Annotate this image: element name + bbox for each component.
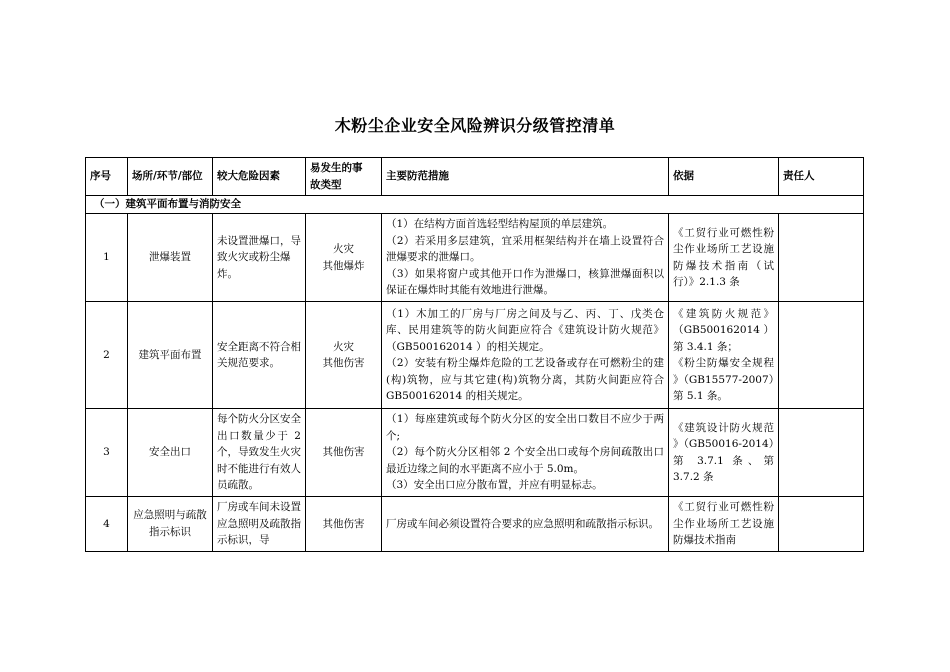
table-row [86,497,864,552]
measure-item: （2）安装有粉尘爆炸危险的工艺设备或存在可燃粉尘的建(构)筑物，应与其它建(构)筑物分离，其防火间距应符合 GB500162014 的相关规定。 [386,357,664,402]
row-no: 3 [86,409,128,497]
header-accident-type [306,158,382,196]
table-header-row [86,158,864,196]
row-measures [382,409,669,497]
table-row [86,214,864,302]
page-title: 木粉尘企业安全风险辨识分级管控清单 [334,116,616,135]
row-hazard: 厂房或车间未设置应急照明及疏散指示标识，导 [213,497,306,552]
row-no: 1 [86,214,128,302]
header-owner: 责任人 [779,158,864,196]
basis-item: 《建筑防火规范》（GB500162014 ）第 3.4.1 条； [673,307,774,353]
row-accident [306,214,382,302]
section-title: （一）建筑平面布置与消防安全 [86,196,864,214]
measure-item: （3）安全出口应分散布置，并应有明显标志。 [386,479,603,492]
row-basis: 《工贸行业可燃性粉尘作业场所工艺设施防爆技术指南 [669,497,779,552]
row-accident: 其他伤害 [306,409,382,497]
header-measures: 主要防范措施 [382,158,669,196]
row-measures [382,214,669,302]
basis-item: 《粉尘防爆安全规程 》（GB15577-2007）第 5.1 条。 [673,357,774,402]
accident-line2: 其他伤害 [322,357,365,369]
measure-item: （3）如果将窗户或其他开口作为泄爆口，核算泄爆面积以保证在爆炸时其能有效地进行泄爆。 [386,267,664,297]
measure-item: （1）木加工的厂房与厂房之间及与乙、丙、丁、戊类仓库、民用建筑等的防火间距应符合《建筑设计防火规范》（GB500162014 ）的相关规定。 [386,307,664,353]
measure-item: （2）若采用多层建筑，宜采用框架结构并在墙上设置符合泄爆要求的泄爆口。 [386,234,664,264]
table-row [86,409,864,497]
row-hazard: 未设置泄爆口，导致火灾或粉尘爆炸。 [213,214,306,302]
table-row [86,302,864,409]
header-accident-line2: 故类型 [310,178,342,191]
row-measures [382,302,669,409]
row-owner [779,214,864,302]
row-place: 安全出口 [128,409,213,497]
measure-item: （1）每座建筑或每个防火分区的安全出口数目不应少于两个; [386,413,664,442]
row-owner [779,302,864,409]
row-place: 泄爆装置 [128,214,213,302]
row-basis: 《工贸行业可燃性粉尘作业场所工艺设施防爆技术指南（试行）》2.1.3 条 [669,214,779,302]
row-hazard: 安全距离不符合相关规范要求。 [213,302,306,409]
row-place: 应急照明与疏散指示标识 [128,497,213,552]
section-row [86,196,864,214]
row-no: 4 [86,497,128,552]
accident-line1: 火灾 [333,340,354,353]
accident-line2: 其他爆炸 [322,259,365,272]
header-place: 场所/环节/部位 [128,158,213,196]
row-no: 2 [86,302,128,409]
measure-item: （2）每个防火分区相邻 2 个安全出口或每个房间疏散出口最近边缘之间的水平距离不应小于 5.0m。 [386,446,664,475]
row-basis: 《建筑设计防火规范 》（GB50016-2014）第 3.7.1 条、第 3.7.2 条 [669,409,779,497]
header-accident-line1: 易发生的事 [310,162,363,174]
risk-control-table [85,157,864,552]
row-measures: 厂房或车间必须设置符合要求的应急照明和疏散指示标识。 [382,497,669,552]
row-basis [669,302,779,409]
row-place: 建筑平面布置 [128,302,213,409]
accident-line1: 火灾 [333,243,354,255]
header-basis: 依据 [669,158,779,196]
row-accident [306,302,382,409]
row-accident: 其他伤害 [306,497,382,552]
header-hazard: 较大危险因素 [213,158,306,196]
row-hazard: 每个防火分区安全出口数量少于 2 个，导致发生火灾时不能进行有效人员疏散。 [213,409,306,497]
row-owner [779,409,864,497]
header-no: 序号 [86,158,128,196]
row-owner [779,497,864,552]
measure-item: （1）在结构方面首选轻型结构屋顶的单层建筑。 [386,218,614,231]
